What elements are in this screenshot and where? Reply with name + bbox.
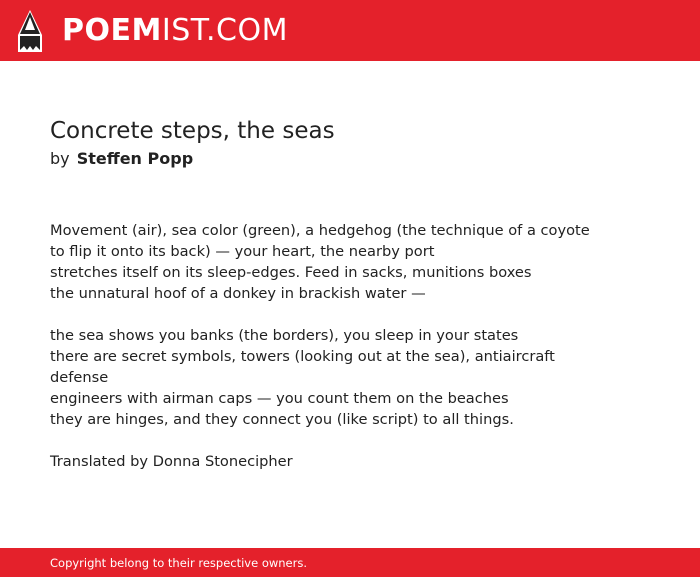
poem-content (50, 116, 650, 472)
poem-title: Concrete steps, the seas (50, 118, 335, 144)
site-logo[interactable] (16, 9, 288, 53)
logo-light-text: IST.COM (161, 13, 288, 48)
logo-bold-text: POEM (62, 13, 162, 48)
poem-line: to flip it onto its back) — your heart, the nearby port (50, 243, 435, 260)
site-header (0, 0, 700, 61)
copyright-notice: Copyright belong to their respective owners. (50, 556, 308, 570)
poem-line: stretches itself on its sleep-edges. Feed in sacks, munitions boxes (50, 264, 532, 281)
poem-line: engineers with airman caps — you count them on the beaches (50, 390, 509, 407)
byline-prefix: by (50, 149, 70, 168)
poem-line: the sea shows you banks (the borders), you sleep in your states (50, 327, 519, 344)
site-footer (0, 548, 700, 577)
pencil-tip-icon (16, 9, 44, 53)
logo-wordmark (62, 9, 288, 53)
poem-byline (50, 148, 650, 170)
poem-line: they are hinges, and they connect you (like script) to all things. (50, 411, 514, 428)
stanza (50, 220, 650, 304)
poem-line: Movement (air), sea color (green), a hedgehog (the technique of a coyote (50, 222, 590, 239)
poem-line: defense (50, 369, 109, 386)
poem-author-link[interactable]: Steffen Popp (76, 149, 194, 168)
stanza (50, 325, 650, 430)
translator-credit: Translated by Donna Stonecipher (50, 453, 293, 470)
poem-line: there are secret symbols, towers (looking out at the sea), antiaircraft (50, 348, 555, 365)
poem-line: the unnatural hoof of a donkey in brackish water — (50, 285, 426, 302)
poem-body (50, 220, 650, 472)
